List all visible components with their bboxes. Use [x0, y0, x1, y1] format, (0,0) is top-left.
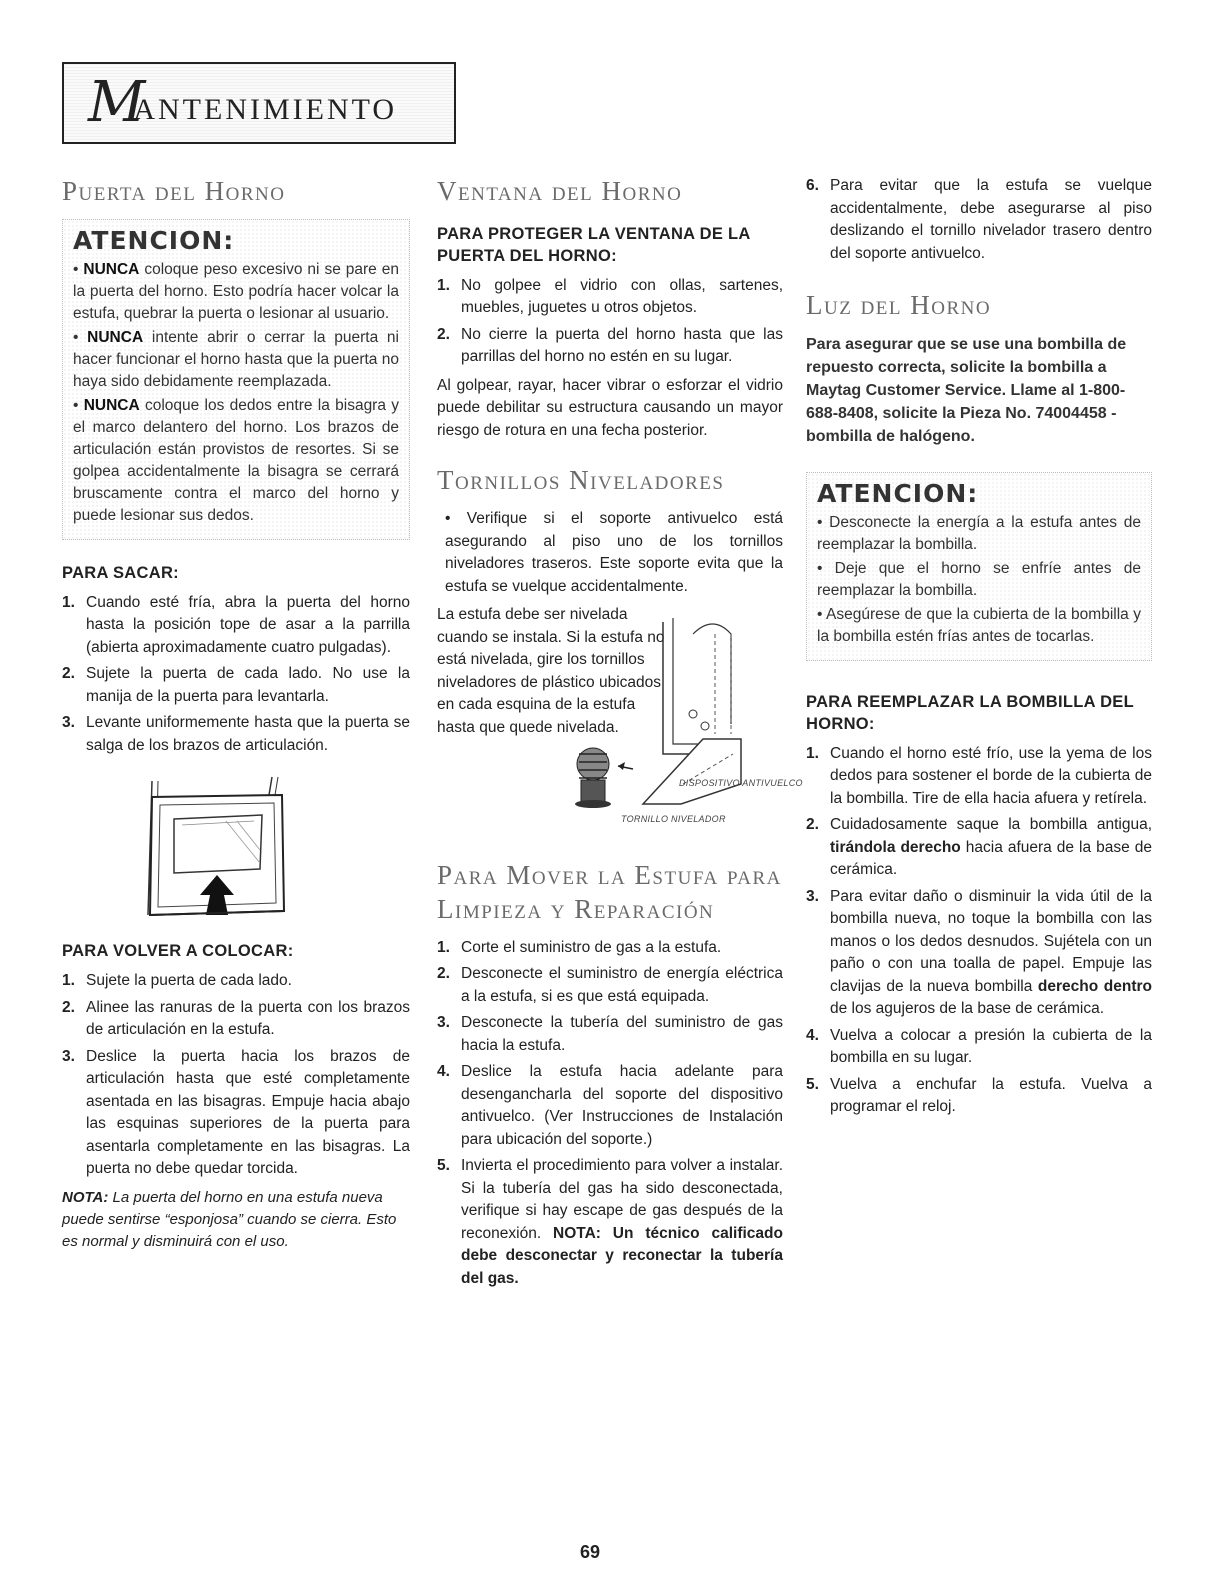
- banner-initial: M: [88, 70, 140, 135]
- step-number: 1.: [437, 276, 450, 294]
- bulb-info-paragraph: Para asegurar que se use una bombilla de repuesto correcta, solicite la bombilla a Maytag Customer Service. Llame al 1-800-688-8408, solicite la Pieza No. 74004458 - bombilla de halógeno.: [806, 335, 1127, 445]
- step-text: Desconecte la tubería del suministro de gas hacia la estufa.: [461, 1014, 783, 1054]
- step-item: [62, 970, 410, 993]
- warning-box-puerta: [62, 219, 410, 540]
- step-number: 2.: [437, 325, 450, 343]
- step-text: Corte el suministro de gas a la estufa.: [461, 938, 722, 956]
- step-item: [806, 1025, 1152, 1070]
- step-bold: derecho dentro: [1037, 977, 1152, 995]
- steps-reemplazar: [806, 743, 1152, 1119]
- step-bold: tirándola derecho: [830, 838, 961, 856]
- column-middle: [437, 175, 803, 1294]
- step-item: [437, 1012, 783, 1057]
- step-number: 4.: [806, 1026, 819, 1044]
- step-number: 5.: [437, 1157, 450, 1174]
- warning-item: • Desconecte la energía a la estufa antes de reemplazar la bombilla.: [817, 513, 1141, 553]
- column-left: [62, 175, 410, 1253]
- banner-title: ANTENIMIENTO: [133, 93, 398, 126]
- step-number: 3.: [62, 714, 75, 732]
- section-title-luz: Luz del Horno: [806, 290, 992, 320]
- warning-title: ATENCION:: [817, 478, 979, 508]
- step-tail: hacia afuera de la base de cerámica.: [830, 838, 1152, 879]
- note-door: [62, 1187, 410, 1253]
- step-item: [62, 1046, 410, 1181]
- anti-tip-bracket-illustration: [563, 604, 803, 829]
- step-item: [62, 997, 410, 1042]
- paragraph-ventana: Al golpear, rayar, hacer vibrar o esforzar el vidrio puede debilitar su estructura causando un mayor riesgo de rotura en una fecha posterior.: [437, 376, 783, 439]
- step-number: 2.: [62, 998, 75, 1016]
- step-text: Cuando el horno esté frío, use la yema de los dedos para sostener el borde de la cubierta de la bombilla. Tire de ella hacia afuera y retírela.: [830, 744, 1152, 807]
- step-tail: de los agujeros de la base de cerámica.: [830, 1000, 1104, 1018]
- step-item: [437, 1155, 783, 1290]
- section-title-ventana: Ventana del Horno: [437, 176, 683, 206]
- warning-item: • NUNCA intente abrir o cerrar la puerta ni hacer funcionar el horno hasta que la puerta no haya sido debidamente reemplazada.: [73, 328, 399, 390]
- bullet-tornillos: • Verifique si el soporte antivuelco está asegurando al piso uno de los tornillos niveladores traseros. Este soporte evita que la estufa se vuelque accidentalmente.: [445, 510, 783, 595]
- warning-keyword: NUNCA: [83, 260, 140, 278]
- section-title-puerta: Puerta del Horno: [62, 176, 286, 206]
- steps-sacar: [62, 592, 410, 758]
- note-label: NOTA:: [62, 1188, 109, 1206]
- warning-box-luz: [806, 472, 1152, 661]
- warning-keyword: NUNCA: [87, 328, 144, 346]
- step-number: 4.: [437, 1063, 450, 1080]
- step-number: 1.: [62, 972, 75, 990]
- step-number: 1.: [806, 744, 819, 762]
- step-text: Deslice la estufa hacia adelante para desengancharla del soporte del dispositivo antivuelco. (Ver Instrucciones de Instalación para ubicación del soporte.): [461, 1063, 783, 1148]
- step-text: Para evitar que la estufa se vuelque accidentalmente, debe asegurarse al piso deslizando el tornillo nivelador trasero dentro del soporte antivuelco.: [830, 177, 1152, 262]
- step-item: [437, 937, 783, 960]
- warning-item: • Deje que el horno se enfríe antes de reemplazar la bombilla.: [817, 559, 1141, 599]
- step-text: Vuelva a enchufar la estufa. Vuelva a programar el reloj.: [830, 1075, 1152, 1116]
- warning-text: coloque los dedos entre la bisagra y el marco delantero del horno. Los brazos de articulación están provistos de resortes. Si se golpea accidentalmente la bisagra se cerrará bruscamente contra el marco del horno y puede lesionar sus dedos.: [73, 396, 400, 524]
- step-text: Para evitar daño o disminuir la vida útil de la bombilla nueva, no toque la bombilla con las manos o los dedos desnudos. Sujétela con un paño o con una toalla de papel. Empuje las clavijas de la nueva bombilla: [830, 887, 1152, 995]
- step-number: 1.: [437, 938, 450, 956]
- step-item: [62, 663, 410, 708]
- step-text: No golpee el vidrio con ollas, sartenes, muebles, juguetes u otros objetos.: [461, 276, 783, 317]
- warning-item: • Asegúrese de que la cubierta de la bombilla y la bombilla estén frías antes de tocarlas.: [817, 605, 1141, 645]
- step-text: Sujete la puerta de cada lado.: [86, 972, 292, 990]
- step-number: 5.: [806, 1075, 819, 1093]
- warning-text: intente abrir o cerrar la puerta ni hacer funcionar el horno hasta que la puerta no haya sido debidamente reemplazada.: [73, 328, 399, 390]
- step-item: [806, 175, 1152, 265]
- step-item: [62, 712, 410, 757]
- section-title-tornillos: Tornillos Niveladores: [437, 465, 725, 496]
- door-removal-illustration: [122, 775, 410, 930]
- step-text: Cuando esté fría, abra la puerta del horno hasta la posición tope de asar a la parrilla (abierta aproximadamente cuatro pulgadas).: [86, 593, 410, 656]
- step-text: Deslice la puerta hacia los brazos de articulación hasta que esté completamente asentada en las bisagras. Empuje hacia abajo las esquinas superiores de la puerta para asentarla completamente en las bisagras. La puerta no debe quedar torcida.: [86, 1047, 410, 1178]
- step-number: 1.: [62, 593, 75, 611]
- step-number: 2.: [437, 965, 450, 982]
- step-note-bold: NOTA: Un técnico calificado debe desconectar y reconectar la tubería del gas.: [461, 1224, 783, 1287]
- step-number: 3.: [62, 1047, 75, 1065]
- step-text: Alinee las ranuras de la puerta con los brazos de articulación en la estufa.: [86, 998, 410, 1039]
- step-item: [437, 275, 783, 320]
- steps-ventana: [437, 275, 783, 369]
- step-text: Vuelva a colocar a presión la cubierta de la bombilla en su lugar.: [830, 1026, 1152, 1067]
- step-number: 6.: [806, 177, 819, 194]
- leveling-text: La estufa debe ser nivelada cuando se instala. Si la estufa no está nivelada, gire los tornillos niveladores de plástico ubicados en cada esquina de la estufa hasta que quede nivelada.: [437, 606, 665, 736]
- step-item: [806, 743, 1152, 811]
- step-item: [806, 814, 1152, 882]
- warning-item: • NUNCA coloque los dedos entre la bisagra y el marco delantero del horno. Los brazos de articulación están provistos de resortes. Si se golpea accidentalmente la bisagra se cerrará bruscamente contra el marco del horno y puede lesionar sus dedos.: [73, 396, 400, 524]
- step-text: Levante uniformemente hasta que la puerta se salga de los brazos de articulación.: [86, 714, 410, 754]
- step-number: 2.: [62, 665, 75, 683]
- steps-colocar: [62, 970, 410, 1181]
- step-item: [62, 592, 410, 660]
- warning-item: • NUNCA coloque peso excesivo ni se pare en la puerta del horno. Esto podría hacer volcar la estufa, quebrar la puerta o lesionar al usuario.: [73, 260, 399, 322]
- chapter-banner: [62, 62, 456, 144]
- step-number: 3.: [437, 1014, 450, 1031]
- column-right: [806, 175, 1152, 1123]
- step-number: 3.: [806, 887, 819, 905]
- step-item: [806, 1074, 1152, 1119]
- step-number: 2.: [806, 816, 819, 834]
- section-title-mover: Para Mover la Estufa para Limpieza y Reparación: [437, 860, 782, 924]
- leveling-block: [437, 604, 803, 829]
- step-text: No cierre la puerta del horno hasta que las parrillas del horno no estén en su lugar.: [461, 325, 783, 366]
- step-item: [437, 324, 783, 369]
- subheading-reemplazar: PARA REEMPLAZAR LA BOMBILLA DEL HORNO:: [806, 692, 1134, 733]
- page-number: 69: [580, 1542, 601, 1562]
- steps-mover: [437, 937, 783, 1291]
- subheading-proteger: PARA PROTEGER LA VENTANA DE LA PUERTA DEL HORNO:: [437, 224, 751, 265]
- step-text: Sujete la puerta de cada lado. No use la manija de la puerta para levantarla.: [86, 665, 410, 705]
- label-anti-tip-device: DISPOSITIVO ANTIVUELCO: [679, 778, 803, 788]
- step-text: Desconecte el suministro de energía eléctrica a la estufa, si es que está equipada.: [461, 965, 783, 1005]
- step-item: [437, 963, 783, 1008]
- step-text: Invierta el procedimiento para volver a instalar. Si la tubería del gas ha sido desconectada, verifique si hay escape de gas después de la reconexión.: [461, 1157, 783, 1242]
- subheading-colocar: PARA VOLVER A COLOCAR:: [62, 942, 294, 961]
- label-leveling-screw: TORNILLO NIVELADOR: [621, 814, 726, 824]
- warning-text: coloque peso excesivo ni se pare en la puerta del horno. Esto podría hacer volcar la estufa, quebrar la puerta o lesionar al usuario.: [73, 260, 399, 322]
- subheading-sacar: PARA SACAR:: [62, 563, 179, 582]
- warning-title: ATENCION:: [73, 225, 235, 255]
- step-item: [437, 1061, 783, 1151]
- step-text: Cuidadosamente saque la bombilla antigua,: [830, 816, 1152, 834]
- note-text: La puerta del horno en una estufa nueva puede sentirse “esponjosa” cuando se cierra. Esto es normal y disminuirá con el uso.: [62, 1188, 397, 1250]
- steps-col3-continued: [806, 175, 1152, 265]
- warning-keyword: NUNCA: [83, 396, 140, 414]
- step-item: [806, 886, 1152, 1021]
